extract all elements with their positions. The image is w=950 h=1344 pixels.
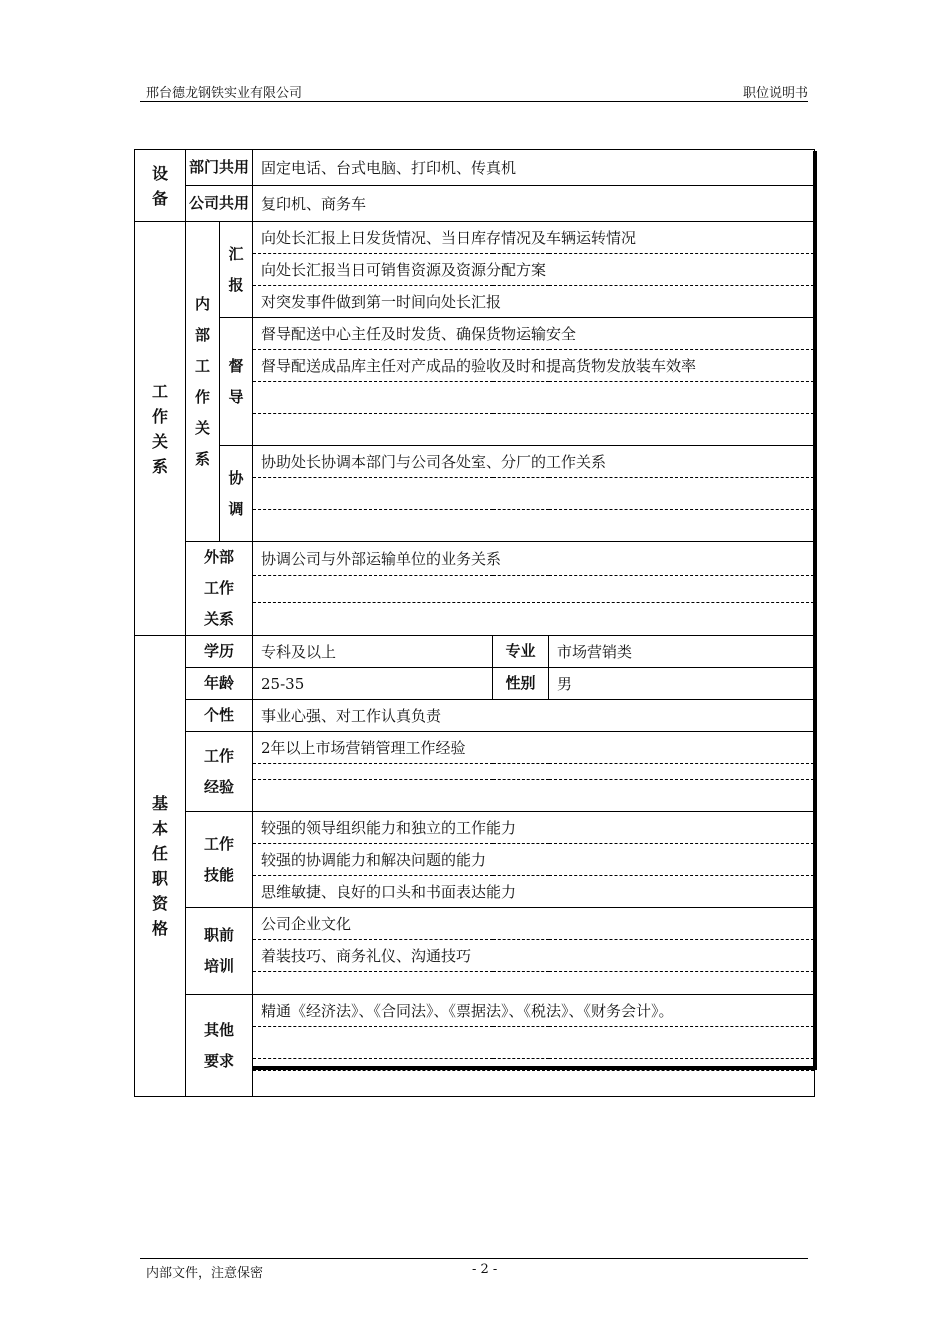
coordinate-item [253,478,815,510]
work-relations-section-label: 工 作 关 系 [135,222,186,636]
company-shared-label: 公司共用 [186,186,253,222]
footer-divider [140,1258,808,1259]
major-value: 市场营销类 [549,636,815,668]
header-divider [140,101,808,102]
dept-shared-label: 部门共用 [186,150,253,186]
experience-item [253,780,815,812]
age-value: 25-35 [253,668,493,700]
experience-label: 工作 经验 [186,732,253,812]
training-label: 职前 培训 [186,908,253,995]
experience-item: 2年以上市场营销管理工作经验 [253,732,815,764]
skills-item: 较强的领导组织能力和独立的工作能力 [253,812,815,844]
supervise-label: 督 导 [220,318,253,446]
job-description-table [134,149,815,1097]
major-label: 专业 [493,636,549,668]
document-title: 职位说明书 [742,86,808,101]
supervise-item: 督导配送中心主任及时发货、确保货物运输安全 [253,318,815,350]
page-number: - 2 - [472,1262,498,1277]
external-item [253,576,815,636]
supervise-item [253,382,815,414]
education-label: 学历 [186,636,253,668]
coordinate-item: 协助处长协调本部门与公司各处室、分厂的工作关系 [253,446,815,478]
personality-label: 个性 [186,700,253,732]
company-name: 邢台德龙钢铁实业有限公司 [146,86,303,101]
internal-relations-label: 内 部 工 作 关 系 [186,222,220,542]
confidential-note: 内部文件，注意保密 [146,1266,264,1281]
personality-value: 事业心强、对工作认真负责 [253,700,815,732]
training-item: 公司企业文化 [253,908,815,940]
coordinate-item [253,510,815,542]
external-item: 协调公司与外部运输单位的业务关系 [253,542,815,576]
qualifications-section-label: 基 本 任 职 资 格 [135,636,186,1097]
skills-label: 工作 技能 [186,812,253,908]
report-label: 汇 报 [220,222,253,318]
experience-item [253,764,815,780]
skills-item: 思维敏捷、良好的口头和书面表达能力 [253,876,815,908]
training-item: 着装技巧、商务礼仪、沟通技巧 [253,940,815,972]
supervise-item [253,414,815,446]
dept-shared-value: 固定电话、台式电脑、打印机、传真机 [253,150,815,186]
gender-label: 性别 [493,668,549,700]
gender-value: 男 [549,668,815,700]
other-requirements-label: 其他 要求 [186,995,253,1097]
other-requirements-item [253,1027,815,1059]
age-label: 年龄 [186,668,253,700]
report-item: 向处长汇报当日可销售资源及资源分配方案 [253,254,815,286]
coordinate-label: 协 调 [220,446,253,542]
company-shared-value: 复印机、商务车 [253,186,815,222]
supervise-item: 督导配送成品库主任对产成品的验收及时和提高货物发放装车效率 [253,350,815,382]
other-requirements-item: 精通《经济法》、《合同法》、《票据法》、《税法》、《财务会计》。 [253,995,815,1027]
external-relations-label: 外部 工作 关系 [186,542,253,636]
education-value: 专科及以上 [253,636,493,668]
equipment-section-label: 设 备 [135,150,186,222]
table-shadow-bottom [252,1066,817,1070]
skills-item: 较强的协调能力和解决问题的能力 [253,844,815,876]
report-item: 对突发事件做到第一时间向处长汇报 [253,286,815,318]
report-item: 向处长汇报上日发货情况、当日库存情况及车辆运转情况 [253,222,815,254]
other-requirements-item [253,1059,815,1097]
table-shadow-right [813,151,817,1069]
training-item [253,972,815,995]
